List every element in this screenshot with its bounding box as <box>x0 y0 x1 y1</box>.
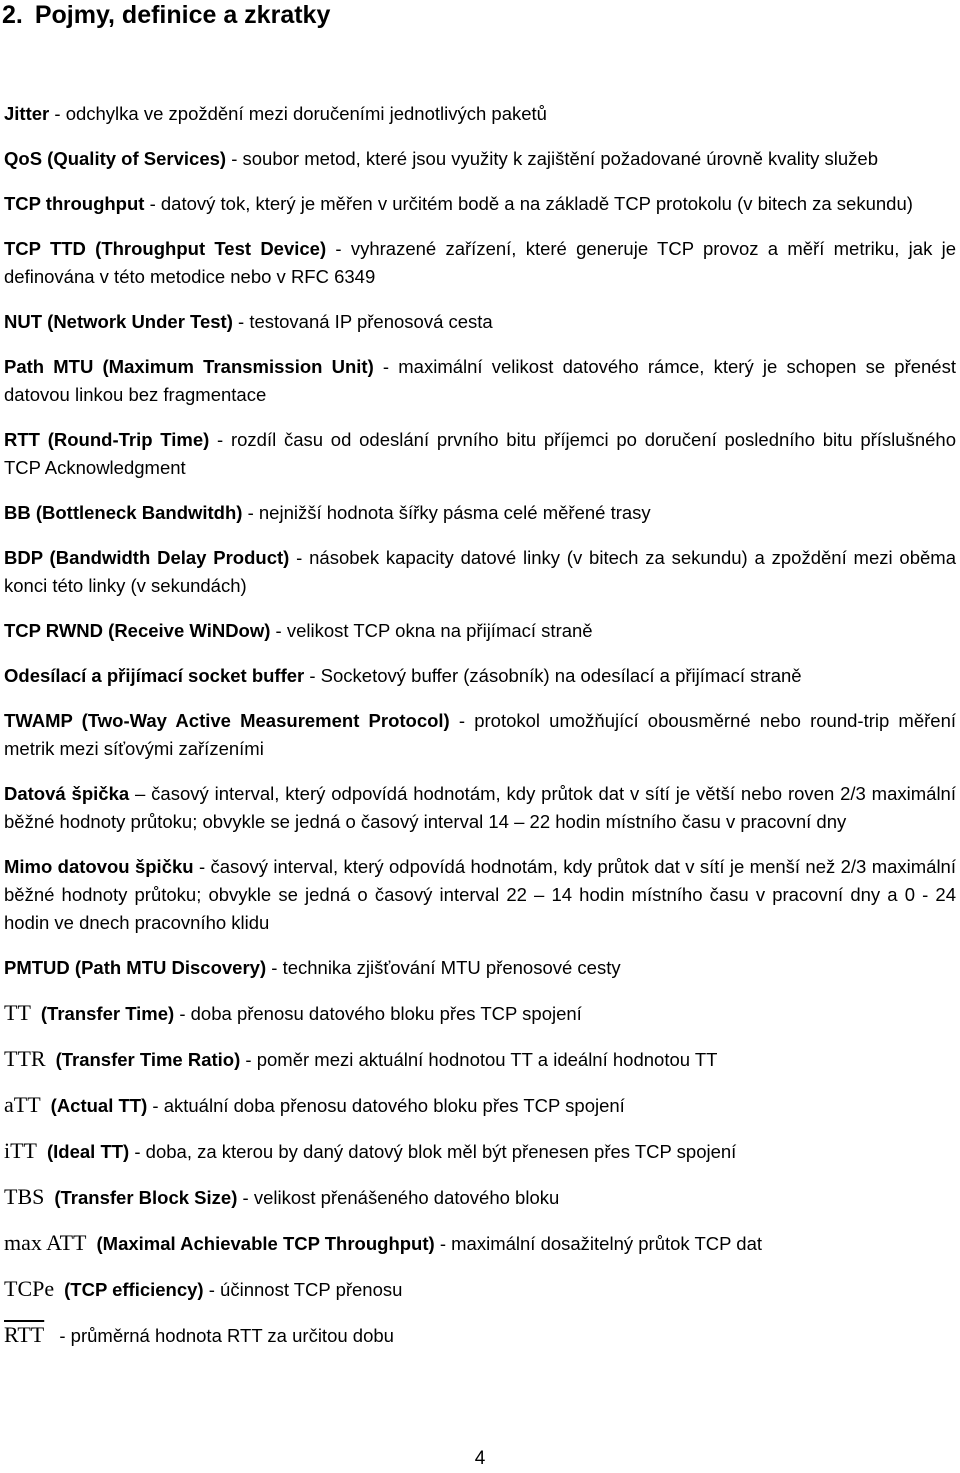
definition-qos <box>4 145 956 173</box>
description: - odchylka ve zpoždění mezi doručeními jednotlivých paketů <box>49 103 547 124</box>
description: - průměrná hodnota RTT za určitou dobu <box>54 1325 394 1346</box>
definition-socket-buffer <box>4 662 956 690</box>
term: (Transfer Time Ratio) <box>55 1049 241 1070</box>
section-heading <box>2 0 330 30</box>
math-symbol: iTT <box>4 1138 37 1163</box>
description: - protokol umožňující obousměrné nebo round-trip měření metrik mezi síťovými zařízeními <box>4 710 956 759</box>
description: - soubor metod, které jsou využity k zajištění požadované úrovně kvality služeb <box>226 148 879 169</box>
definitions-list <box>4 100 956 1367</box>
symbol-definition-att <box>4 1091 956 1120</box>
term: (Transfer Time) <box>40 1003 175 1024</box>
term: (TCP efficiency) <box>64 1279 204 1300</box>
symbol-definition-max-att <box>4 1229 956 1258</box>
description: - velikost TCP okna na přijímací straně <box>270 620 593 641</box>
description: - rozdíl času od odeslání prvního bitu příjemci po doručení posledního bitu příslušného TCP Acknowledgment <box>4 429 956 478</box>
description: - účinnost TCP přenosu <box>203 1279 403 1300</box>
description: - testovaná IP přenosová cesta <box>232 311 493 332</box>
definition-tcp-rwnd <box>4 617 956 645</box>
description: - maximální velikost datového rámce, který je schopen se přenést datovou linkou bez fragmentace <box>4 356 956 405</box>
math-symbol: aTT <box>4 1092 41 1117</box>
symbol-definition-ttr <box>4 1045 956 1074</box>
math-symbol: TT <box>4 1000 31 1025</box>
description: - Socketový buffer (zásobník) na odesílací a přijímací straně <box>304 665 802 686</box>
definition-twamp <box>4 707 956 763</box>
symbol-definition-rtt-mean <box>4 1321 956 1350</box>
definition-tcp-throughput <box>4 190 956 218</box>
description: - doba, za kterou by daný datový blok měl být přenesen přes TCP spojení <box>129 1141 737 1162</box>
term: (Transfer Block Size) <box>54 1187 238 1208</box>
term: BDP (Bandwidth Delay Product) <box>4 547 290 568</box>
description: - aktuální doba přenosu datového bloku přes TCP spojení <box>147 1095 625 1116</box>
term: Jitter <box>4 103 50 124</box>
description: - velikost přenášeného datového bloku <box>237 1187 560 1208</box>
term: Path MTU (Maximum Transmission Unit) <box>4 356 374 377</box>
term: Mimo datovou špičku <box>4 856 194 877</box>
symbol-definition-tbs <box>4 1183 956 1212</box>
symbol-definition-tt <box>4 999 956 1028</box>
term: PMTUD (Path MTU Discovery) <box>4 957 267 978</box>
symbol-definition-itt <box>4 1137 956 1166</box>
term: TWAMP (Two-Way Active Measurement Protocol) <box>4 710 450 731</box>
description: - doba přenosu datového bloku přes TCP spojení <box>174 1003 582 1024</box>
math-symbol: TBS <box>4 1184 45 1209</box>
term: NUT (Network Under Test) <box>4 311 233 332</box>
term: TCP throughput <box>4 193 145 214</box>
section-number: 2. <box>2 1 23 29</box>
term: Datová špička <box>4 783 130 804</box>
math-symbol-overline: $\overline{RTT}$ <box>4 1322 45 1347</box>
term: (Ideal TT) <box>47 1141 130 1162</box>
math-symbol: max ATT <box>4 1230 87 1255</box>
symbol-definition-tcpe <box>4 1275 956 1304</box>
description: - poměr mezi aktuální hodnotou TT a ideální hodnotou TT <box>240 1049 718 1070</box>
section-title: Pojmy, definice a zkratky <box>34 1 331 29</box>
math-symbol: TTR <box>4 1046 46 1071</box>
definition-tcp-ttd <box>4 235 956 291</box>
description: - časový interval, který odpovídá hodnotám, kdy průtok dat v sítí je menší než 2/3 maximální běžné hodnoty průtoku; obvykle se jedná o časový interval 22 – 14 hodin místního času v pracovní dny a 0 - 24 hodin ve dnech pracovního klidu <box>4 856 956 933</box>
description: - datový tok, který je měřen v určitém bodě a na základě TCP protokolu (v bitech za sekundu) <box>144 193 913 214</box>
term: RTT (Round-Trip Time) <box>4 429 210 450</box>
description: - technika zjišťování MTU přenosové cesty <box>266 957 621 978</box>
description: - násobek kapacity datové linky (v bitech za sekundu) a zpoždění mezi oběma konci této linky (v sekundách) <box>4 547 957 596</box>
definition-datova-spicka <box>4 780 956 836</box>
definition-mimo-spicku <box>4 853 956 937</box>
description: - nejnižší hodnota šířky pásma celé měřené trasy <box>242 502 651 523</box>
definition-nut <box>4 308 956 336</box>
term: TCP RWND (Receive WiNDow) <box>4 620 271 641</box>
definition-jitter <box>4 100 956 128</box>
description: - vyhrazené zařízení, které generuje TCP provoz a měří metriku, jak je definována v této metodice nebo v RFC 6349 <box>4 238 957 287</box>
definition-bb <box>4 499 956 527</box>
term: (Actual TT) <box>50 1095 148 1116</box>
term: BB (Bottleneck Bandwitdh) <box>4 502 243 523</box>
page-number: 4 <box>474 1448 486 1469</box>
math-symbol: TCPe <box>4 1276 55 1301</box>
definition-rtt <box>4 426 956 482</box>
term: (Maximal Achievable TCP Throughput) <box>96 1233 435 1254</box>
definition-bdp <box>4 544 956 600</box>
term: QoS (Quality of Services) <box>4 148 227 169</box>
description: – časový interval, který odpovídá hodnotám, kdy průtok dat v sítí je větší nebo roven 2/3 maximální běžné hodnoty průtoku; obvykle se jedná o časový interval 14 – 22 hodin místního času v pracovní dny <box>4 783 956 832</box>
definition-path-mtu <box>4 353 956 409</box>
definition-pmtud <box>4 954 956 982</box>
term: Odesílací a přijímací socket buffer <box>4 665 305 686</box>
description: - maximální dosažitelný průtok TCP dat <box>434 1233 763 1254</box>
term: TCP TTD (Throughput Test Device) <box>4 238 327 259</box>
